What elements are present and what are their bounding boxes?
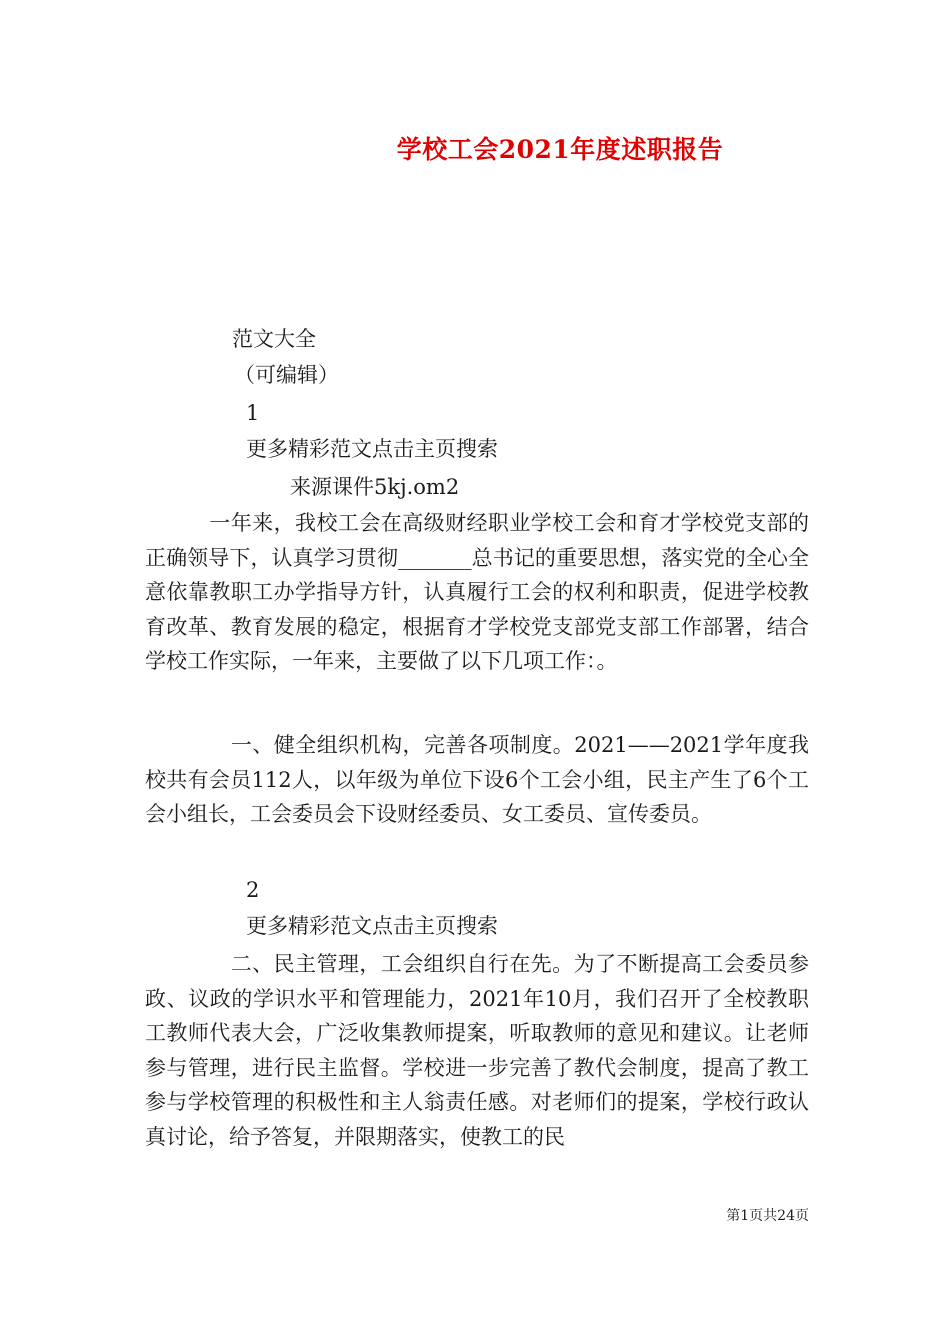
document-title: 学校工会2021年度述职报告: [396, 135, 724, 164]
more-articles-note-2: 更多精彩范文点击主页搜索: [246, 914, 498, 938]
more-articles-note-1: 更多精彩范文点击主页搜索: [246, 437, 498, 461]
section-1-paragraph: 一、健全组织机构，完善各项制度。2021——2021学年度我校共有会员112人，以年级为单位下设6个工会小组，民主产生了6个工会小组长，工会委员会下设财经委员、女工委员、宣传委员。: [145, 733, 809, 826]
category-label: 范文大全: [232, 327, 316, 351]
page-footer: 第1页共24页: [726, 1208, 809, 1224]
source-note: 来源课件5kj.om2: [290, 475, 460, 499]
editable-label: （可编辑）: [234, 363, 339, 387]
section-2-paragraph: 二、民主管理，工会组织自行在先。为了不断提高工会委员参政、议政的学识水平和管理能力，2021年10月，我们召开了全校教职工教师代表大会，广泛收集教师提案，听取教师的意见和建议。让老师参与管理，进行民主监督。学校进一步完善了教代会制度，提高了教工参与学校管理的积极性和主人翁责任感。对老师们的提案，学校行政认真讨论，给予答复，并限期落实，使教工的民: [145, 952, 809, 1149]
page-marker-2: 2: [246, 878, 260, 902]
intro-paragraph: 一年来，我校工会在高级财经职业学校工会和育才学校党支部的正确领导下，认真学习贯彻_______总书记的重要思想，落实党的全心全意依靠教职工办学指导方针，认真履行工会的权利和职责，促进学校教育改革、教育发展的稳定，根据育才学校党支部党支部工作部署，结合学校工作实际，一年来，主要做了以下几项工作：。: [145, 511, 809, 673]
page-marker-1: 1: [246, 401, 260, 425]
